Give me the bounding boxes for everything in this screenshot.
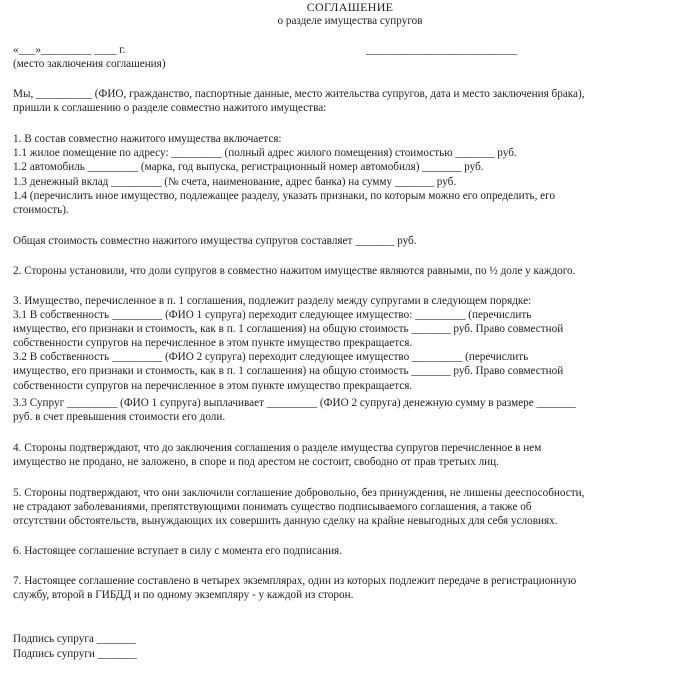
section-7-line: 7. Настоящее соглашение составлено в четырех экземплярах, один из которых подлежит передаче в регистрационную (13, 575, 577, 587)
total-value-line: Общая стоимость совместно нажитого имущества супругов составляет _______ руб. (13, 235, 417, 247)
wife-signature: Подпись супруги _______ (13, 648, 137, 660)
section-3-line: 3.1 В собственность _________ (ФИО 1 супруга) переходит следующее имущество: _________ (перечислить (13, 309, 532, 321)
section-3-line: 3.2 В собственность _________ (ФИО 2 супруга) переходит следующее имущество _________ (перечислить (13, 351, 529, 363)
section-1-item: 1.3 денежный вклад _________ (№ счета, наименование, адрес банка) на сумму _______ руб. (13, 176, 457, 188)
section-7-line: службу, второй в ГИБДД и по одному экземпляру - у каждой из сторон. (13, 589, 354, 601)
section-5-line: 5. Стороны подтверждают, что они заключили соглашение добровольно, без принуждения, не лишены дееспособности, (13, 487, 585, 499)
section-4-line: 4. Стороны подтверждают, что до заключения соглашения о разделе имущества супругов перечисленное в нем (13, 442, 542, 454)
document-title: СОГЛАШЕНИЕ (306, 0, 394, 14)
date-line: «___»_________ ____ г. (13, 44, 126, 56)
intro-line: пришли к соглашению о разделе совместно нажитого имущества: (13, 102, 327, 114)
section-1-item: 1.2 автомобиль _________ (марка, год выпуска, регистрационный номер автомобиля) _______ руб. (13, 161, 484, 173)
section-1-item: 1.1 жилое помещение по адресу: _________ (полный адрес жилого помещения) стоимостью _______ руб. (13, 147, 517, 159)
intro-line: Мы, __________ (ФИО, гражданство, паспортные данные, место жительства супругов, дата и место заключения брака), (13, 88, 585, 100)
section-3-line: 3. Имущество, перечисленное в п. 1 соглашения, подлежит разделу между супругами в следующем порядке: (13, 295, 532, 307)
document-subtitle: о разделе имущества супругов (277, 15, 423, 27)
section-3-line: собственности супругов на перечисленное в этом пункте имущество прекращается. (13, 380, 413, 392)
section-3-line: имущество, его признаки и стоимость, как в п. 1 соглашения) на общую стоимость _______ руб. Право совместной (13, 365, 564, 377)
place-line: ___________________________ (366, 44, 518, 56)
place-caption: (место заключения соглашения) (13, 58, 166, 70)
husband-signature: Подпись супруга _______ (13, 633, 136, 645)
section-5-line: отсутствии обстоятельств, вынуждающих их совершить данную сделку на крайне невыгодных для себя условиях. (13, 515, 558, 527)
section-3-line: имущество, его признаки и стоимость, как в п. 1 соглашения) на общую стоимость _______ руб. Право совместной (13, 323, 564, 335)
section-4-line: имущество не продано, не заложено, в споре и под арестом не состоит, свободно от прав третьих лиц. (13, 456, 499, 468)
section-3-line: собственности супругов на перечисленное в этом пункте имущество прекращается. (13, 337, 413, 349)
section-1-item: 1.4 (перечислить иное имущество, подлежащее разделу, указать признаки, по которым можно его определить, его (13, 190, 556, 202)
section-2: 2. Стороны установили, что доли супругов в совместно нажитом имуществе являются равными, по ½ доле у каждого. (13, 265, 576, 277)
section-3-line: руб. в счет превышения стоимости его доли. (13, 411, 226, 423)
section-1-heading: 1. В состав совместно нажитого имущества включается: (13, 133, 282, 145)
section-6: 6. Настоящее соглашение вступает в силу с момента его подписания. (13, 545, 342, 557)
section-1-item: стоимость). (13, 204, 69, 216)
section-3-line: 3.3 Супруг _________ (ФИО 1 супруга) выплачивает _________ (ФИО 2 супруга) денежную сумму в размере _______ (13, 397, 576, 409)
section-5-line: не страдают заболеваниями, препятствующими понимать существо подписываемого соглашения, а также об (13, 501, 532, 513)
